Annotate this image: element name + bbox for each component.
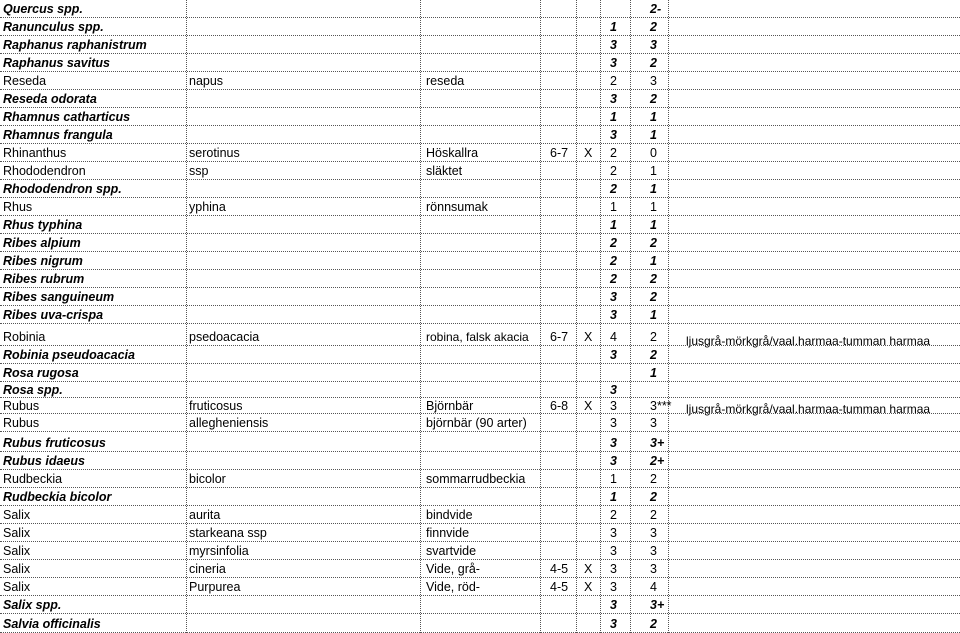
- mark-cell[interactable]: X: [584, 330, 593, 344]
- table-row: [0, 72, 960, 90]
- table-row: [0, 346, 960, 364]
- species-cell[interactable]: psedoacacia: [189, 330, 260, 344]
- value-2-cell[interactable]: 1: [650, 182, 657, 196]
- genus-cell[interactable]: Salix: [3, 508, 31, 522]
- value-2-cell[interactable]: 1: [650, 164, 657, 178]
- table-row: [0, 54, 960, 72]
- table-row: [0, 542, 960, 560]
- value-1-cell[interactable]: 2: [610, 74, 617, 88]
- genus-cell[interactable]: Rhamnus catharticus: [3, 110, 131, 124]
- genus-cell[interactable]: Reseda odorata: [3, 92, 97, 106]
- value-2-cell[interactable]: 2: [650, 490, 657, 504]
- value-1-cell[interactable]: 3: [610, 598, 617, 612]
- value-1-cell[interactable]: 2: [610, 254, 617, 268]
- table-row: [0, 452, 960, 470]
- value-2-cell[interactable]: 2: [650, 330, 657, 344]
- genus-cell[interactable]: Rhus: [3, 200, 33, 214]
- note-cell[interactable]: ljusgrå-mörkgrå/vaal.harmaa-tumman harmaa: [686, 334, 931, 348]
- genus-cell[interactable]: Salix: [3, 526, 31, 540]
- value-1-cell[interactable]: 3: [610, 544, 617, 558]
- common-name-cell[interactable]: Vide, grå-: [426, 562, 480, 576]
- species-cell[interactable]: starkeana ssp: [189, 526, 267, 540]
- genus-cell[interactable]: Ribes nigrum: [3, 254, 83, 268]
- value-2-cell[interactable]: 1: [650, 218, 657, 232]
- table-row: [0, 382, 960, 398]
- value-2-cell[interactable]: 3: [650, 38, 657, 52]
- table-row: [0, 144, 960, 162]
- value-2-cell[interactable]: 3+: [650, 436, 665, 450]
- value-1-cell[interactable]: 3: [610, 92, 617, 106]
- table-row: [0, 90, 960, 108]
- value-2-cell[interactable]: 1: [650, 200, 657, 214]
- genus-cell[interactable]: Rudbeckia bicolor: [3, 490, 112, 504]
- genus-cell[interactable]: Ribes rubrum: [3, 272, 85, 286]
- table-row: [0, 324, 960, 346]
- species-cell[interactable]: yphina: [189, 200, 226, 214]
- value-1-cell[interactable]: 3: [610, 436, 617, 450]
- genus-cell[interactable]: Reseda: [3, 74, 47, 88]
- common-name-cell[interactable]: rönnsumak: [426, 200, 488, 214]
- table-row: [0, 524, 960, 542]
- genus-cell[interactable]: Robinia: [3, 330, 46, 344]
- species-cell[interactable]: cineria: [189, 562, 226, 576]
- genus-cell[interactable]: Rosa rugosa: [3, 366, 79, 380]
- value-2-cell[interactable]: 1: [650, 308, 657, 322]
- species-cell[interactable]: allegheniensis: [189, 416, 269, 430]
- table-row: [0, 364, 960, 382]
- genus-cell[interactable]: Salix: [3, 562, 31, 576]
- value-2-cell[interactable]: 2: [650, 56, 657, 70]
- table-row: [0, 614, 960, 633]
- genus-cell[interactable]: Rhamnus frangula: [3, 128, 113, 142]
- table-row: [0, 252, 960, 270]
- value-2-cell[interactable]: 2: [650, 472, 657, 486]
- common-name-cell[interactable]: björnbär (90 arter): [426, 416, 527, 430]
- month-cell[interactable]: 4-5: [550, 562, 569, 576]
- genus-cell[interactable]: Rubus idaeus: [3, 454, 85, 468]
- value-2-cell[interactable]: 2: [650, 290, 657, 304]
- table-row: [0, 470, 960, 488]
- table-row: [0, 560, 960, 578]
- value-1-cell[interactable]: 3: [610, 128, 617, 142]
- value-1-cell[interactable]: 1: [610, 20, 617, 34]
- table-row: [0, 18, 960, 36]
- common-name-cell[interactable]: sommarrudbeckia: [426, 472, 526, 486]
- value-1-cell[interactable]: 1: [610, 472, 617, 486]
- value-2-cell[interactable]: 1: [650, 366, 657, 380]
- value-2-cell[interactable]: 2: [650, 617, 657, 631]
- value-1-cell[interactable]: 4: [610, 330, 617, 344]
- table-row: [0, 398, 960, 414]
- species-cell[interactable]: aurita: [189, 508, 221, 522]
- common-name-cell[interactable]: Höskallra: [426, 146, 479, 160]
- species-cell[interactable]: napus: [189, 74, 224, 88]
- table-row: [0, 36, 960, 54]
- common-name-cell[interactable]: robina, falsk akacia: [426, 330, 529, 344]
- species-cell[interactable]: Purpurea: [189, 580, 241, 594]
- value-1-cell[interactable]: 3: [610, 348, 617, 362]
- value-1-cell[interactable]: 2: [610, 182, 617, 196]
- value-1-cell[interactable]: 3: [610, 56, 617, 70]
- value-2-cell[interactable]: 3: [650, 526, 657, 540]
- species-cell[interactable]: serotinus: [189, 146, 240, 160]
- value-2-cell[interactable]: 3: [650, 416, 657, 430]
- table-row: [0, 414, 960, 432]
- table-row: [0, 180, 960, 198]
- genus-cell[interactable]: Rhododendron: [3, 164, 86, 178]
- month-cell[interactable]: 6-7: [550, 146, 569, 160]
- value-1-cell[interactable]: 3: [610, 399, 617, 413]
- value-2-cell[interactable]: 2: [650, 348, 657, 362]
- value-1-cell[interactable]: 1: [610, 110, 617, 124]
- common-name-cell[interactable]: Björnbär: [426, 399, 474, 413]
- value-1-cell[interactable]: 1: [610, 218, 617, 232]
- value-2-cell[interactable]: 3***: [650, 399, 672, 413]
- species-cell[interactable]: ssp: [189, 164, 209, 178]
- table-row: [0, 488, 960, 506]
- value-2-cell[interactable]: 2: [650, 236, 657, 250]
- genus-cell[interactable]: Rubus fruticosus: [3, 436, 106, 450]
- genus-cell[interactable]: Rhododendron spp.: [3, 182, 122, 196]
- mark-cell[interactable]: X: [584, 146, 593, 160]
- value-2-cell[interactable]: 2: [650, 92, 657, 106]
- value-2-cell[interactable]: 2-: [650, 2, 662, 16]
- value-2-cell[interactable]: 1: [650, 110, 657, 124]
- table-row: [0, 0, 960, 18]
- common-name-cell[interactable]: släktet: [426, 164, 463, 178]
- common-name-cell[interactable]: Vide, röd-: [426, 580, 480, 594]
- value-1-cell[interactable]: 1: [610, 490, 617, 504]
- genus-cell[interactable]: Quercus spp.: [3, 2, 83, 16]
- common-name-cell[interactable]: finnvide: [426, 526, 470, 540]
- genus-cell[interactable]: Robinia pseudoacacia: [3, 348, 135, 362]
- genus-cell[interactable]: Rosa spp.: [3, 383, 63, 397]
- value-1-cell[interactable]: 2: [610, 164, 617, 178]
- genus-cell[interactable]: Rhus typhina: [3, 218, 83, 232]
- table-row: [0, 306, 960, 324]
- value-2-cell[interactable]: 1: [650, 128, 657, 142]
- genus-cell[interactable]: Salix spp.: [3, 598, 62, 612]
- value-1-cell[interactable]: 2: [610, 146, 617, 160]
- value-1-cell[interactable]: 2: [610, 272, 617, 286]
- value-2-cell[interactable]: 4: [650, 580, 657, 594]
- species-cell[interactable]: bicolor: [189, 472, 226, 486]
- common-name-cell[interactable]: svartvide: [426, 544, 477, 558]
- value-1-cell[interactable]: 3: [610, 416, 617, 430]
- genus-cell[interactable]: Salix: [3, 544, 31, 558]
- value-2-cell[interactable]: 0: [650, 146, 657, 160]
- table-row: [0, 234, 960, 252]
- table-row: [0, 578, 960, 596]
- table-row: [0, 270, 960, 288]
- species-cell[interactable]: fruticosus: [189, 399, 243, 413]
- genus-cell[interactable]: Ribes sanguineum: [3, 290, 115, 304]
- month-cell[interactable]: 6-7: [550, 330, 569, 344]
- value-1-cell[interactable]: 1: [610, 200, 617, 214]
- value-1-cell[interactable]: 3: [610, 617, 617, 631]
- common-name-cell[interactable]: reseda: [426, 74, 465, 88]
- value-1-cell[interactable]: 3: [610, 38, 617, 52]
- value-2-cell[interactable]: 2+: [650, 454, 665, 468]
- genus-cell[interactable]: Rudbeckia: [3, 472, 63, 486]
- month-cell[interactable]: 4-5: [550, 580, 569, 594]
- mark-cell[interactable]: X: [584, 562, 593, 576]
- value-2-cell[interactable]: 2: [650, 508, 657, 522]
- month-cell[interactable]: 6-8: [550, 399, 569, 413]
- genus-cell[interactable]: Raphanus raphanistrum: [3, 38, 147, 52]
- table-row: [0, 288, 960, 306]
- value-1-cell[interactable]: 3: [610, 562, 617, 576]
- genus-cell[interactable]: Ribes alpium: [3, 236, 81, 250]
- genus-cell[interactable]: Salix: [3, 580, 31, 594]
- table-row: [0, 126, 960, 144]
- genus-cell[interactable]: Raphanus savitus: [3, 56, 110, 70]
- genus-cell[interactable]: Ranunculus spp.: [3, 20, 104, 34]
- value-2-cell[interactable]: 2: [650, 272, 657, 286]
- note-cell[interactable]: ljusgrå-mörkgrå/vaal.harmaa-tumman harmaa: [686, 402, 931, 416]
- table-row: [0, 216, 960, 234]
- value-1-cell[interactable]: 3: [610, 580, 617, 594]
- genus-cell[interactable]: Rhinanthus: [3, 146, 67, 160]
- mark-cell[interactable]: X: [584, 399, 593, 413]
- species-cell[interactable]: myrsinfolia: [189, 544, 249, 558]
- value-1-cell[interactable]: 3: [610, 526, 617, 540]
- value-2-cell[interactable]: 3: [650, 74, 657, 88]
- genus-cell[interactable]: Salvia officinalis: [3, 617, 101, 631]
- value-2-cell[interactable]: 2: [650, 20, 657, 34]
- genus-cell[interactable]: Ribes uva-crispa: [3, 308, 104, 322]
- value-1-cell[interactable]: 2: [610, 236, 617, 250]
- table-row: [0, 596, 960, 614]
- table-row: [0, 108, 960, 126]
- value-1-cell[interactable]: 3: [610, 290, 617, 304]
- table-row: [0, 432, 960, 452]
- table-row: [0, 198, 960, 216]
- table-row: [0, 162, 960, 180]
- value-1-cell[interactable]: 2: [610, 508, 617, 522]
- genus-cell[interactable]: Rubus: [3, 416, 40, 430]
- mark-cell[interactable]: X: [584, 580, 593, 594]
- value-1-cell[interactable]: 3: [610, 383, 617, 397]
- common-name-cell[interactable]: bindvide: [426, 508, 473, 522]
- genus-cell[interactable]: Rubus: [3, 399, 40, 413]
- value-2-cell[interactable]: 3+: [650, 598, 665, 612]
- table-row: [0, 506, 960, 524]
- value-2-cell[interactable]: 3: [650, 544, 657, 558]
- value-2-cell[interactable]: 3: [650, 562, 657, 576]
- value-1-cell[interactable]: 3: [610, 454, 617, 468]
- value-2-cell[interactable]: 1: [650, 254, 657, 268]
- value-1-cell[interactable]: 3: [610, 308, 617, 322]
